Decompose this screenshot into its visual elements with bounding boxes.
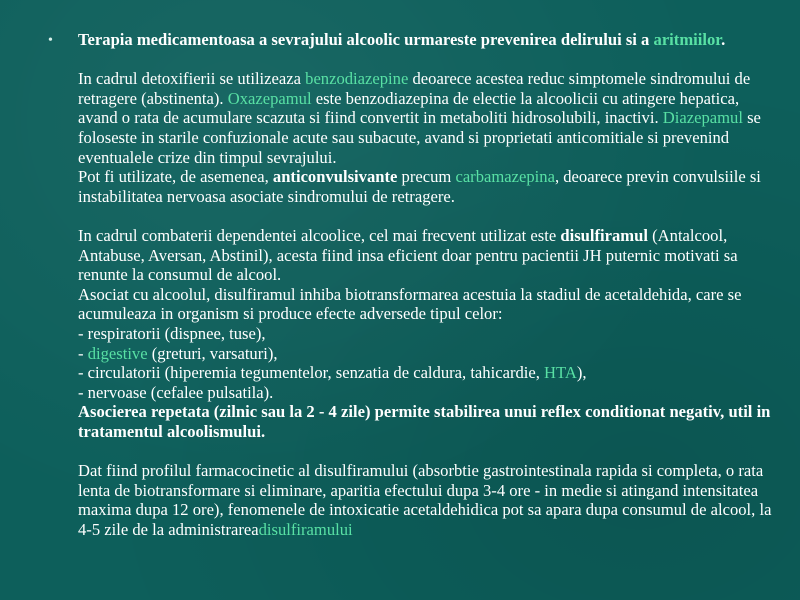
text-span: precum	[397, 167, 456, 187]
term-carbamazepina: carbamazepina	[455, 167, 555, 187]
heading-text: Terapia medicamentoasa a sevrajului alcoolic urmareste prevenirea delirului si a	[78, 30, 654, 49]
text-span: In cadrul detoxifierii se utilizeaza	[78, 69, 306, 89]
paragraph-anticonvulsivante	[78, 167, 778, 206]
term-anticonvulsivante: anticonvulsivante	[272, 167, 398, 187]
text-span: deoarece acestea reduc simptomele sindromului de retragere (abstinenta).	[78, 69, 751, 108]
slide-heading	[78, 30, 778, 50]
spacer	[78, 441, 778, 461]
text-span: Dat fiind profilul farmacocinetic al disulfiramului (absorbtie gastrointestinala rapida si completa, o rata lenta de biotransformare si eliminare, aparitia efectului dupa 3-4 ore - in medie si atingand intensitatea maxima dupa 12 ore), fenomenele de intoxicatie acetaldehidica pot sa apara dupa consumul de alcool, la 4-5 zile de la administrarea	[78, 461, 772, 539]
text-span: -	[78, 343, 88, 363]
spacer	[78, 50, 778, 70]
list-item-nervoase: - nervoase (cefalee pulsatila).	[78, 382, 274, 402]
text-span: Pot fi utilizate, de asemenea,	[78, 167, 273, 187]
text-span: ),	[576, 363, 587, 383]
text-span: In cadrul combaterii dependentei alcoolice, cel mai frecvent utilizat este	[78, 225, 561, 245]
paragraph-mechanism: Asociat cu alcoolul, disulfiramul inhiba biotransformarea acestuia la stadiul de acetaldehida, care se acumuleaza in organism si produce efecte adversede tipul celor:	[78, 284, 742, 324]
paragraph-detox	[78, 69, 778, 167]
term-digestive: digestive	[87, 343, 148, 363]
heading-highlight: aritmiilor	[653, 30, 722, 49]
paragraph-pharmacokinetics	[78, 461, 778, 539]
text-span: , deoarece previn convulsiile si instabilitatea nervoasa asociate sindromului de retragere.	[78, 167, 761, 206]
text-span: este benzodiazepina de electie la alcoolicii cu atingere hepatica, avand o rata de acumulare scazuta si fiind convertit in metaboliti hidrosolubili, inactivi.	[78, 88, 740, 128]
list-item-digestive	[78, 344, 778, 364]
list-item-respiratorii: - respiratorii (dispnee, tuse),	[78, 323, 266, 343]
text-span: se foloseste in starile confuzionale acute sau subacute, avand si proprietati anticomitiale si prevenind eventualele crize din timpul sevrajului.	[78, 108, 761, 167]
paragraph-disulfiram	[78, 226, 778, 285]
bold-statement: Asocierea repetata (zilnic sau la 2 - 4 zile) permite stabilirea unui reflex conditionat negativ, util in tratamentul alcoolismului.	[78, 402, 771, 441]
spacer	[78, 206, 778, 226]
list-item-circulatorii	[78, 363, 778, 383]
slide-content	[78, 30, 778, 539]
heading-end: .	[721, 30, 726, 49]
term-benzodiazepine: benzodiazepine	[305, 69, 409, 89]
term-diazepamul: Diazepamul	[662, 108, 743, 128]
text-span: (greturi, varsaturi),	[147, 343, 278, 363]
term-disulfiramul: disulfiramul	[560, 225, 648, 245]
bullet-icon: •	[48, 33, 53, 48]
term-disulfiramului: disulfiramului	[258, 519, 353, 539]
term-hta: HTA	[544, 363, 577, 383]
text-span: (Antalcool, Antabuse, Aversan, Abstinil), acesta fiind insa eficient doar pentru pacientii JH puternic motivati sa renunte la consumul de alcool.	[78, 225, 738, 285]
term-oxazepamul: Oxazepamul	[227, 88, 312, 108]
text-span: - circulatorii (hiperemia tegumentelor, senzatia de caldura, tahicardie,	[78, 363, 545, 383]
